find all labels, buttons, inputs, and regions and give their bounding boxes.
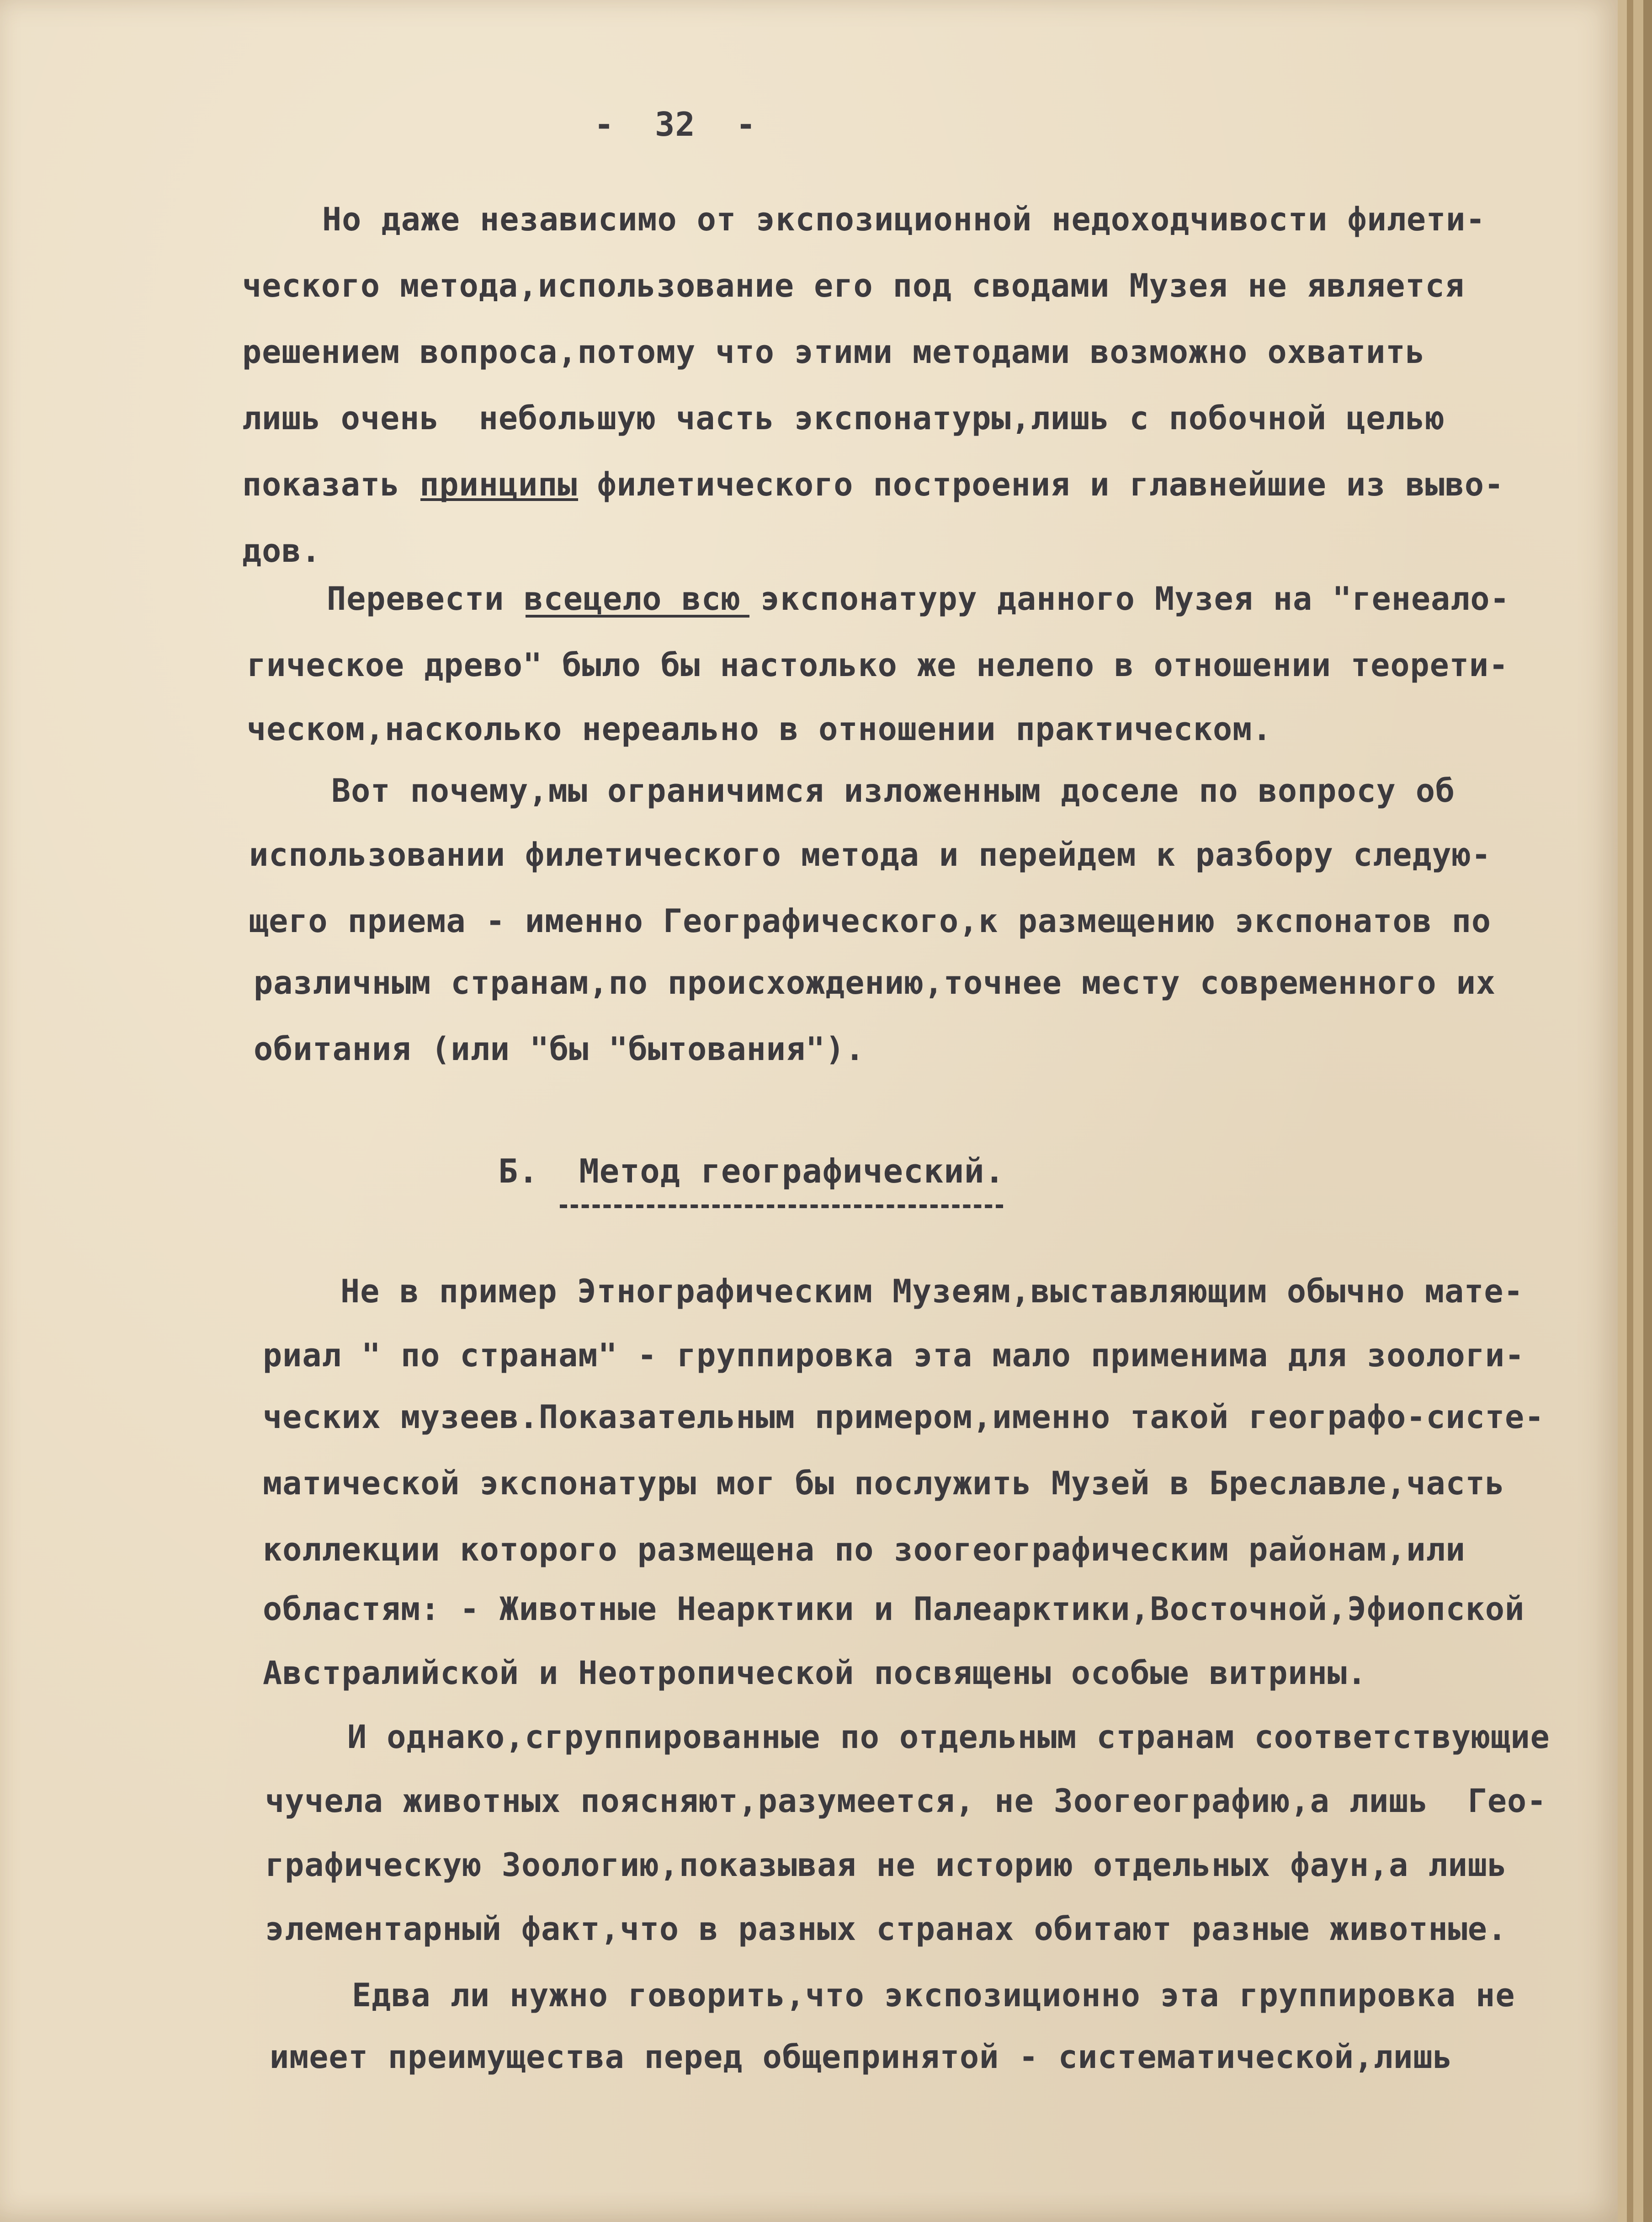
handwritten-underline xyxy=(420,498,578,501)
text-line: И однако,сгруппированные по отдельным странам соответствующие xyxy=(347,1718,1550,1756)
text-line: показать принципы филетического построения и главнейшие из выво- xyxy=(242,466,1504,503)
text-line: ческого метода,использование его под сводами Музея не является xyxy=(242,267,1465,304)
text-line: областям: - Животные Неарктики и Палеарктики,Восточной,Эфиопской xyxy=(263,1590,1525,1628)
page-edge xyxy=(1643,0,1652,2222)
heading-underline xyxy=(560,1204,1003,1208)
page-number: - 32 - xyxy=(594,105,756,144)
text-line: элементарный факт,что в разных странах обитают разные животные. xyxy=(265,1910,1508,1948)
text-line: Не в пример Этнографическим Музеям,выставляющим обычно мате- xyxy=(340,1273,1524,1310)
text-line: использовании филетического метода и перейдем к разбору следую- xyxy=(249,836,1492,874)
text-line: различным странам,по происхождению,точнее месту современного их xyxy=(254,964,1496,1002)
handwritten-underline xyxy=(526,615,749,618)
text-line: Но даже независимо от экспозиционной недоходчивости филети- xyxy=(322,201,1486,238)
text-line: риал " по странам" - группировка эта мало применима для зоологи- xyxy=(263,1337,1525,1374)
text-line: ческом,насколько нереально в отношении практическом. xyxy=(247,710,1272,748)
text-line: дов. xyxy=(242,532,321,570)
text-line: графическую Зоологию,показывая не историю отдельных фаун,а лишь xyxy=(265,1846,1508,1884)
text-line: ческих музеев.Показательным примером,именно такой географо-систе- xyxy=(263,1398,1545,1436)
text-line: гическое древо" было бы настолько же нелепо в отношении теорети- xyxy=(247,646,1509,684)
text-line: щего приема - именно Географического,к размещению экспонатов по xyxy=(249,902,1492,940)
text-line: обитания (или "бы "бытования"). xyxy=(254,1030,865,1068)
text-line: Вот почему,мы ограничимся изложенным доселе по вопросу об xyxy=(331,772,1455,810)
text-line: Австралийской и Неотропической посвящены особые витрины. xyxy=(263,1654,1367,1692)
page-edge xyxy=(1618,0,1627,2222)
page-edge xyxy=(1633,0,1643,2222)
text-line: коллекции которого размещена по зоогеографическим районам,или xyxy=(263,1531,1466,1568)
text-line: чучела животных поясняют,разумеется, не Зоогеографию,а лишь Гео- xyxy=(265,1782,1547,1820)
text-line: матической экспонатуры мог бы послужить Музей в Бреславле,часть xyxy=(263,1465,1505,1502)
text-line: имеет преимущества перед общепринятой - систематической,лишь xyxy=(270,2038,1453,2076)
text-line: лишь очень небольшую часть экспонатуры,лишь с побочной целью xyxy=(242,400,1445,437)
text-line: решением вопроса,потому что этими методами возможно охватить xyxy=(242,333,1425,371)
section-heading: Б. Метод географический. xyxy=(498,1152,1005,1190)
page-edge xyxy=(1627,0,1633,2222)
text-line: Перевести всецело всю экспонатуру данного Музея на "генеало- xyxy=(327,580,1510,618)
text-line: Едва ли нужно говорить,что экспозиционно эта группировка не xyxy=(352,1977,1515,2014)
